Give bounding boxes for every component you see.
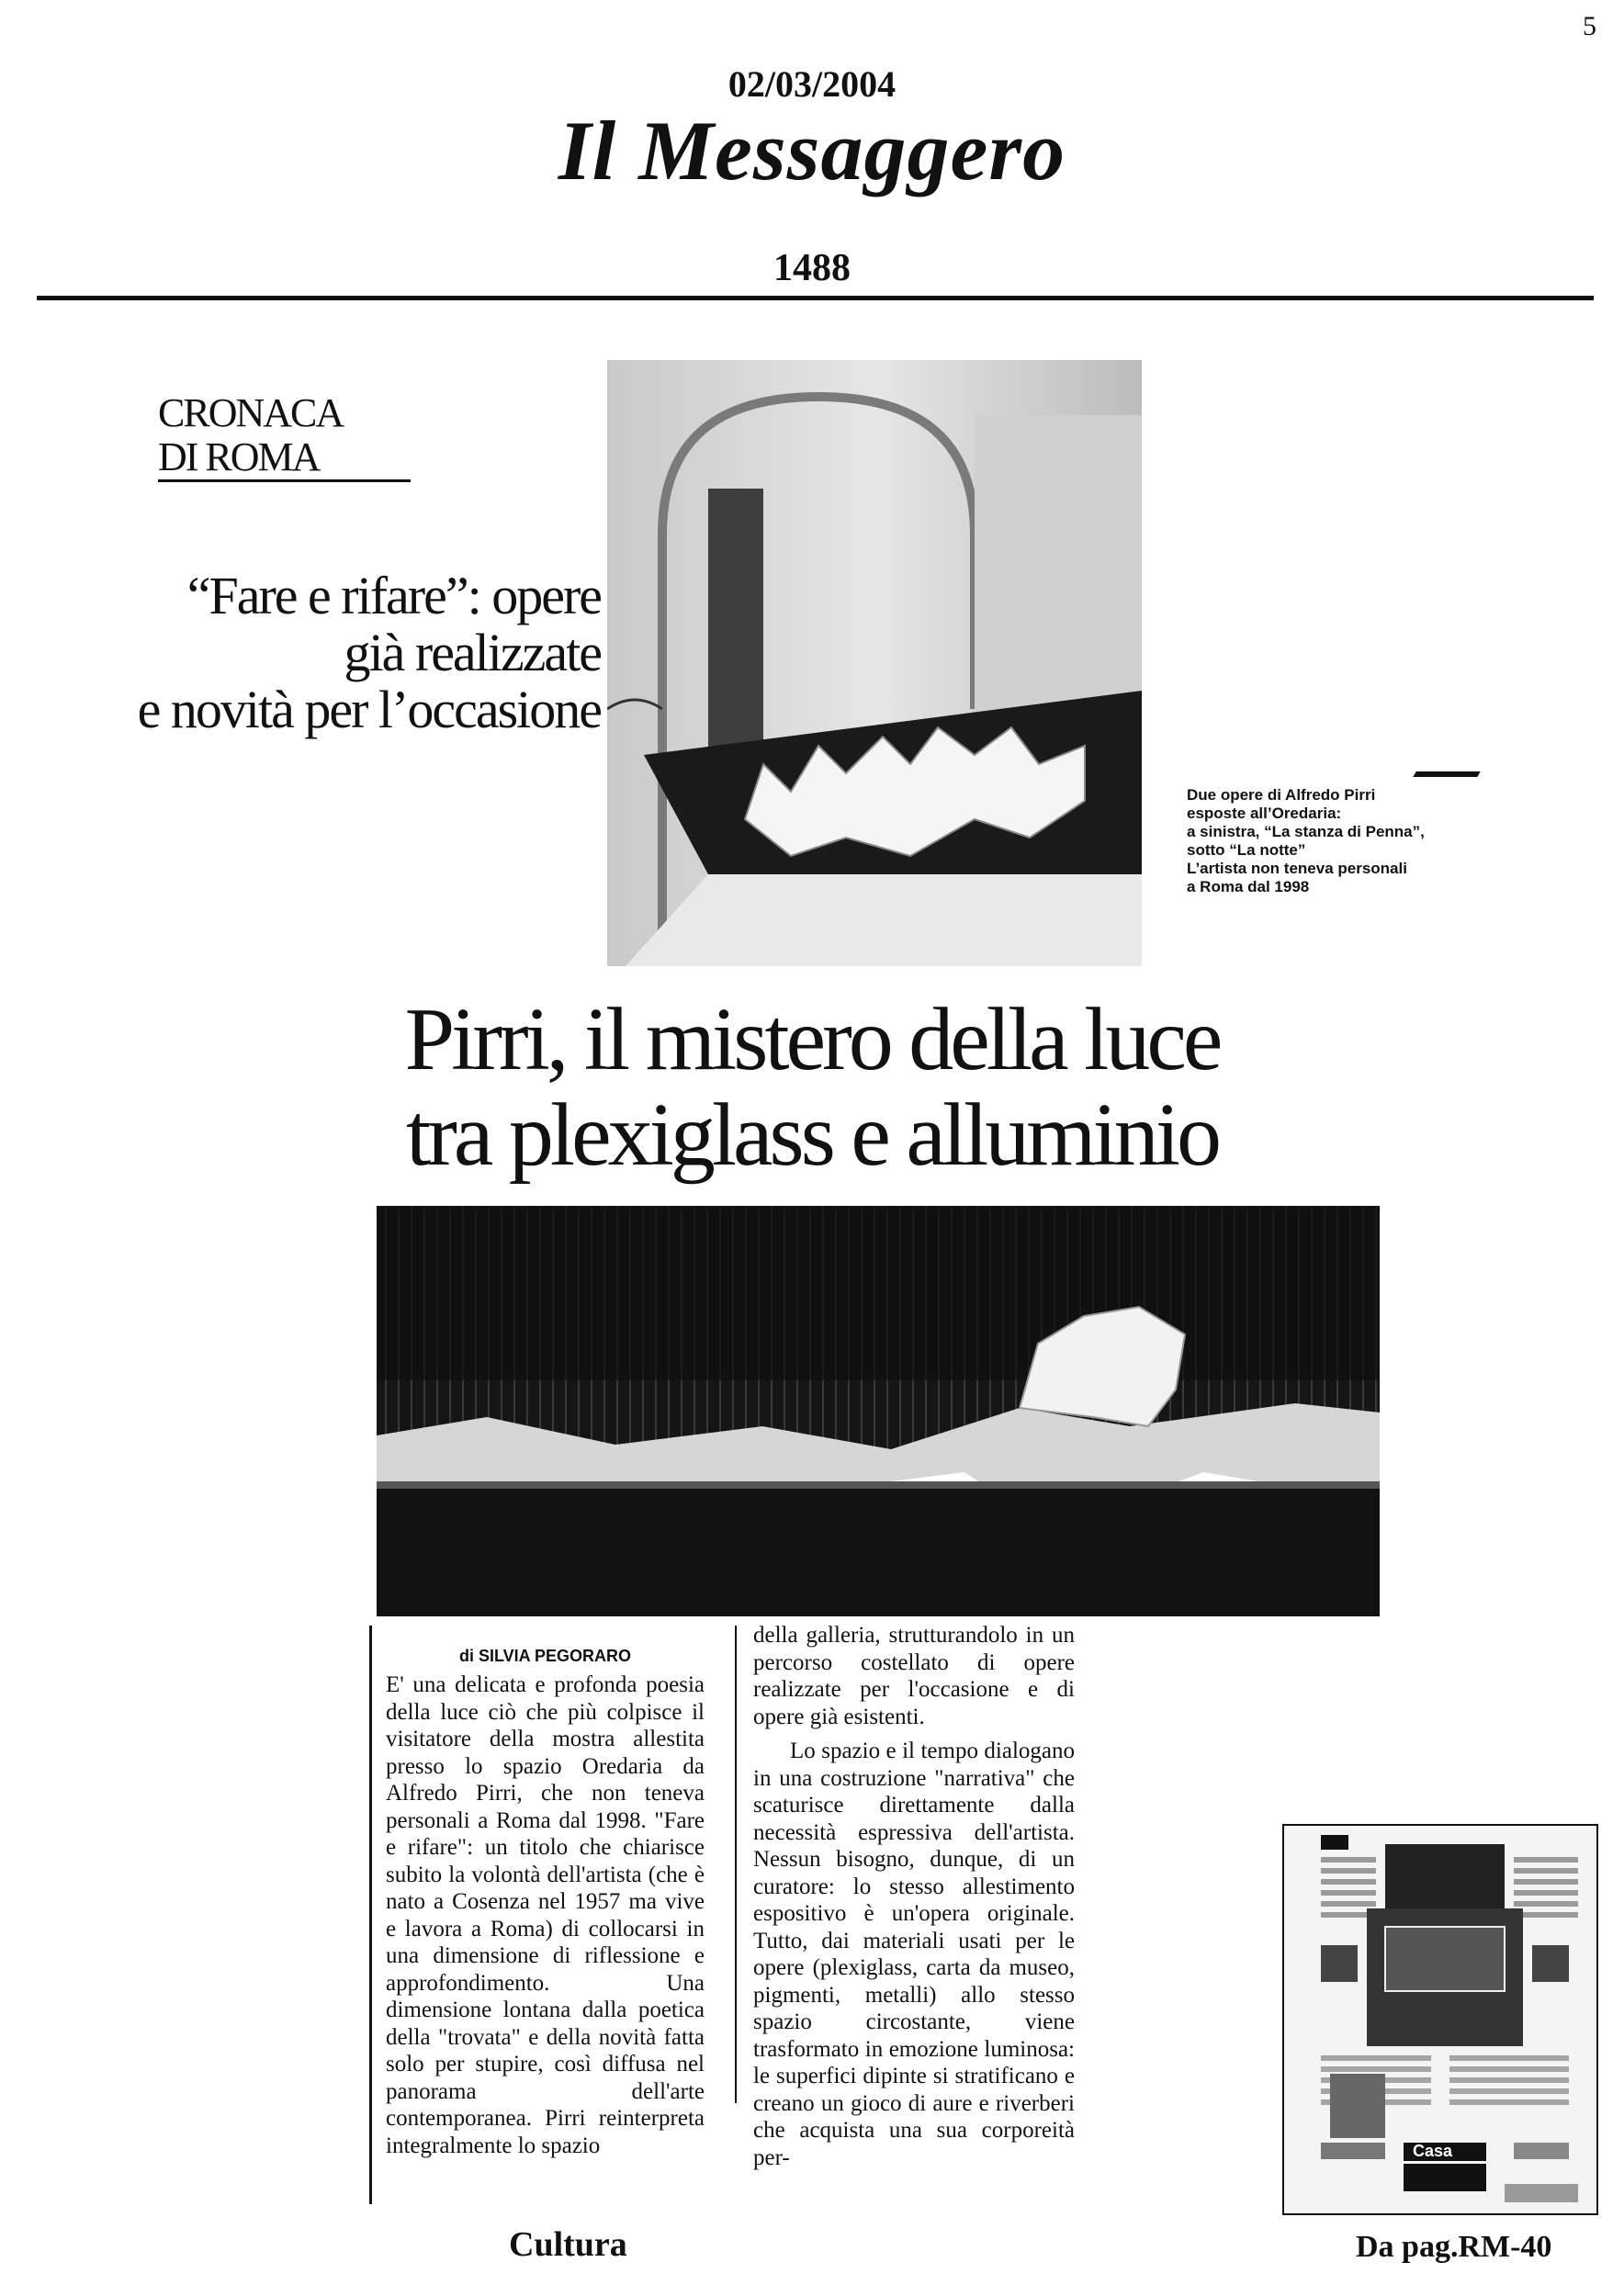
publication-date: 02/03/2004 xyxy=(727,63,897,105)
sculpture-photo-bottom xyxy=(377,1206,1380,1616)
article-column-1: E' una delicata e profonda poesia della luce ciò che più colpisce il visitatore della mostra allestita presso lo spazio Oredaria da Alfredo Pirri, che non teneva personali a Roma dal 1998. "Fare e rifare": un titolo che chiarisce subito la volontà dell'artista (che è nato a Cosenza nel 1957 ma vive e lavora a Roma) di collocarsi in una dimensione di riflessione e approfondimento. Una dimensione lontana dalla poetica della "trovata" e della novità fatta solo per stupire, così diffusa nel panorama dell'arte contemporanea. Pirri reinterpreta integralmente lo spazio xyxy=(386,1672,705,2158)
caption-line: Due opere di Alfredo Pirri xyxy=(1187,786,1376,804)
caption-line: a sinistra, “La stanza di Penna”, xyxy=(1187,823,1425,840)
page-number: 5 xyxy=(1583,11,1596,41)
article-column-2 xyxy=(753,1622,1075,2171)
byline: di SILVIA PEGORARO xyxy=(459,1647,632,1665)
newspaper-masthead: Il Messaggero xyxy=(558,104,1066,197)
headline-line: Pirri, il mistero della luce xyxy=(404,990,1220,1089)
subheadline-line: già realizzate xyxy=(344,623,601,682)
article-paragraph: Lo spazio e il tempo dialogano in una costruzione "narrativa" che scaturisce direttamente dalla necessità espressiva dell'artista. Nessun bisogno, dunque, di un curatore: lo stesso allestimento espositivo è un'opera originale. Tutto, dai materiali usati per le opere (plexiglass, carta da museo, pigmenti, metalli) allo stesso spazio circostante, viene trasformato in emozione luminosa: le superfici dipinte si stratificano e creano un gioco di aure e riverberi che acquista una sua corporeità per- xyxy=(753,1739,1075,2170)
subheadline xyxy=(55,568,601,738)
caption-line: esposte all’Oredaria: xyxy=(1187,805,1342,822)
footer-section-label: Cultura xyxy=(509,2225,627,2264)
headline xyxy=(0,992,1624,1183)
column-rule xyxy=(369,1626,372,2204)
sculpture-photo-top xyxy=(607,360,1142,966)
footer-page-reference: Da pag.RM-40 xyxy=(1356,2230,1552,2264)
section-label xyxy=(158,391,343,479)
subheadline-line: “Fare e rifare”: opere xyxy=(186,566,601,625)
newspaper-page-thumbnail xyxy=(1282,1824,1598,2215)
sculpture-photo-icon xyxy=(607,360,1142,966)
headline-line: tra plexiglass e alluminio xyxy=(406,1086,1218,1185)
caption-line: L’artista non teneva personali xyxy=(1187,860,1407,877)
section-label-line: DI ROMA xyxy=(158,434,320,479)
section-underline xyxy=(158,479,411,482)
sculpture-photo-icon xyxy=(377,1206,1380,1616)
section-label-line: CRONACA xyxy=(158,390,344,435)
issue-number: 1488 xyxy=(773,247,851,289)
caption-line: a Roma dal 1998 xyxy=(1187,878,1310,895)
article-paragraph: della galleria, strutturandolo in un percorso costellato di opere realizzate per l'occasione e di opere già esistenti. xyxy=(753,1623,1075,1729)
column-rule xyxy=(735,1626,737,2103)
caption-line: sotto “La notte” xyxy=(1187,841,1306,859)
photo-caption xyxy=(1187,786,1490,896)
thumbnail-casa-label: Casa xyxy=(1413,2142,1453,2160)
subheadline-line: e novità per l’occasione xyxy=(137,680,601,739)
caption-marker xyxy=(1413,771,1480,777)
header-divider xyxy=(37,296,1594,300)
